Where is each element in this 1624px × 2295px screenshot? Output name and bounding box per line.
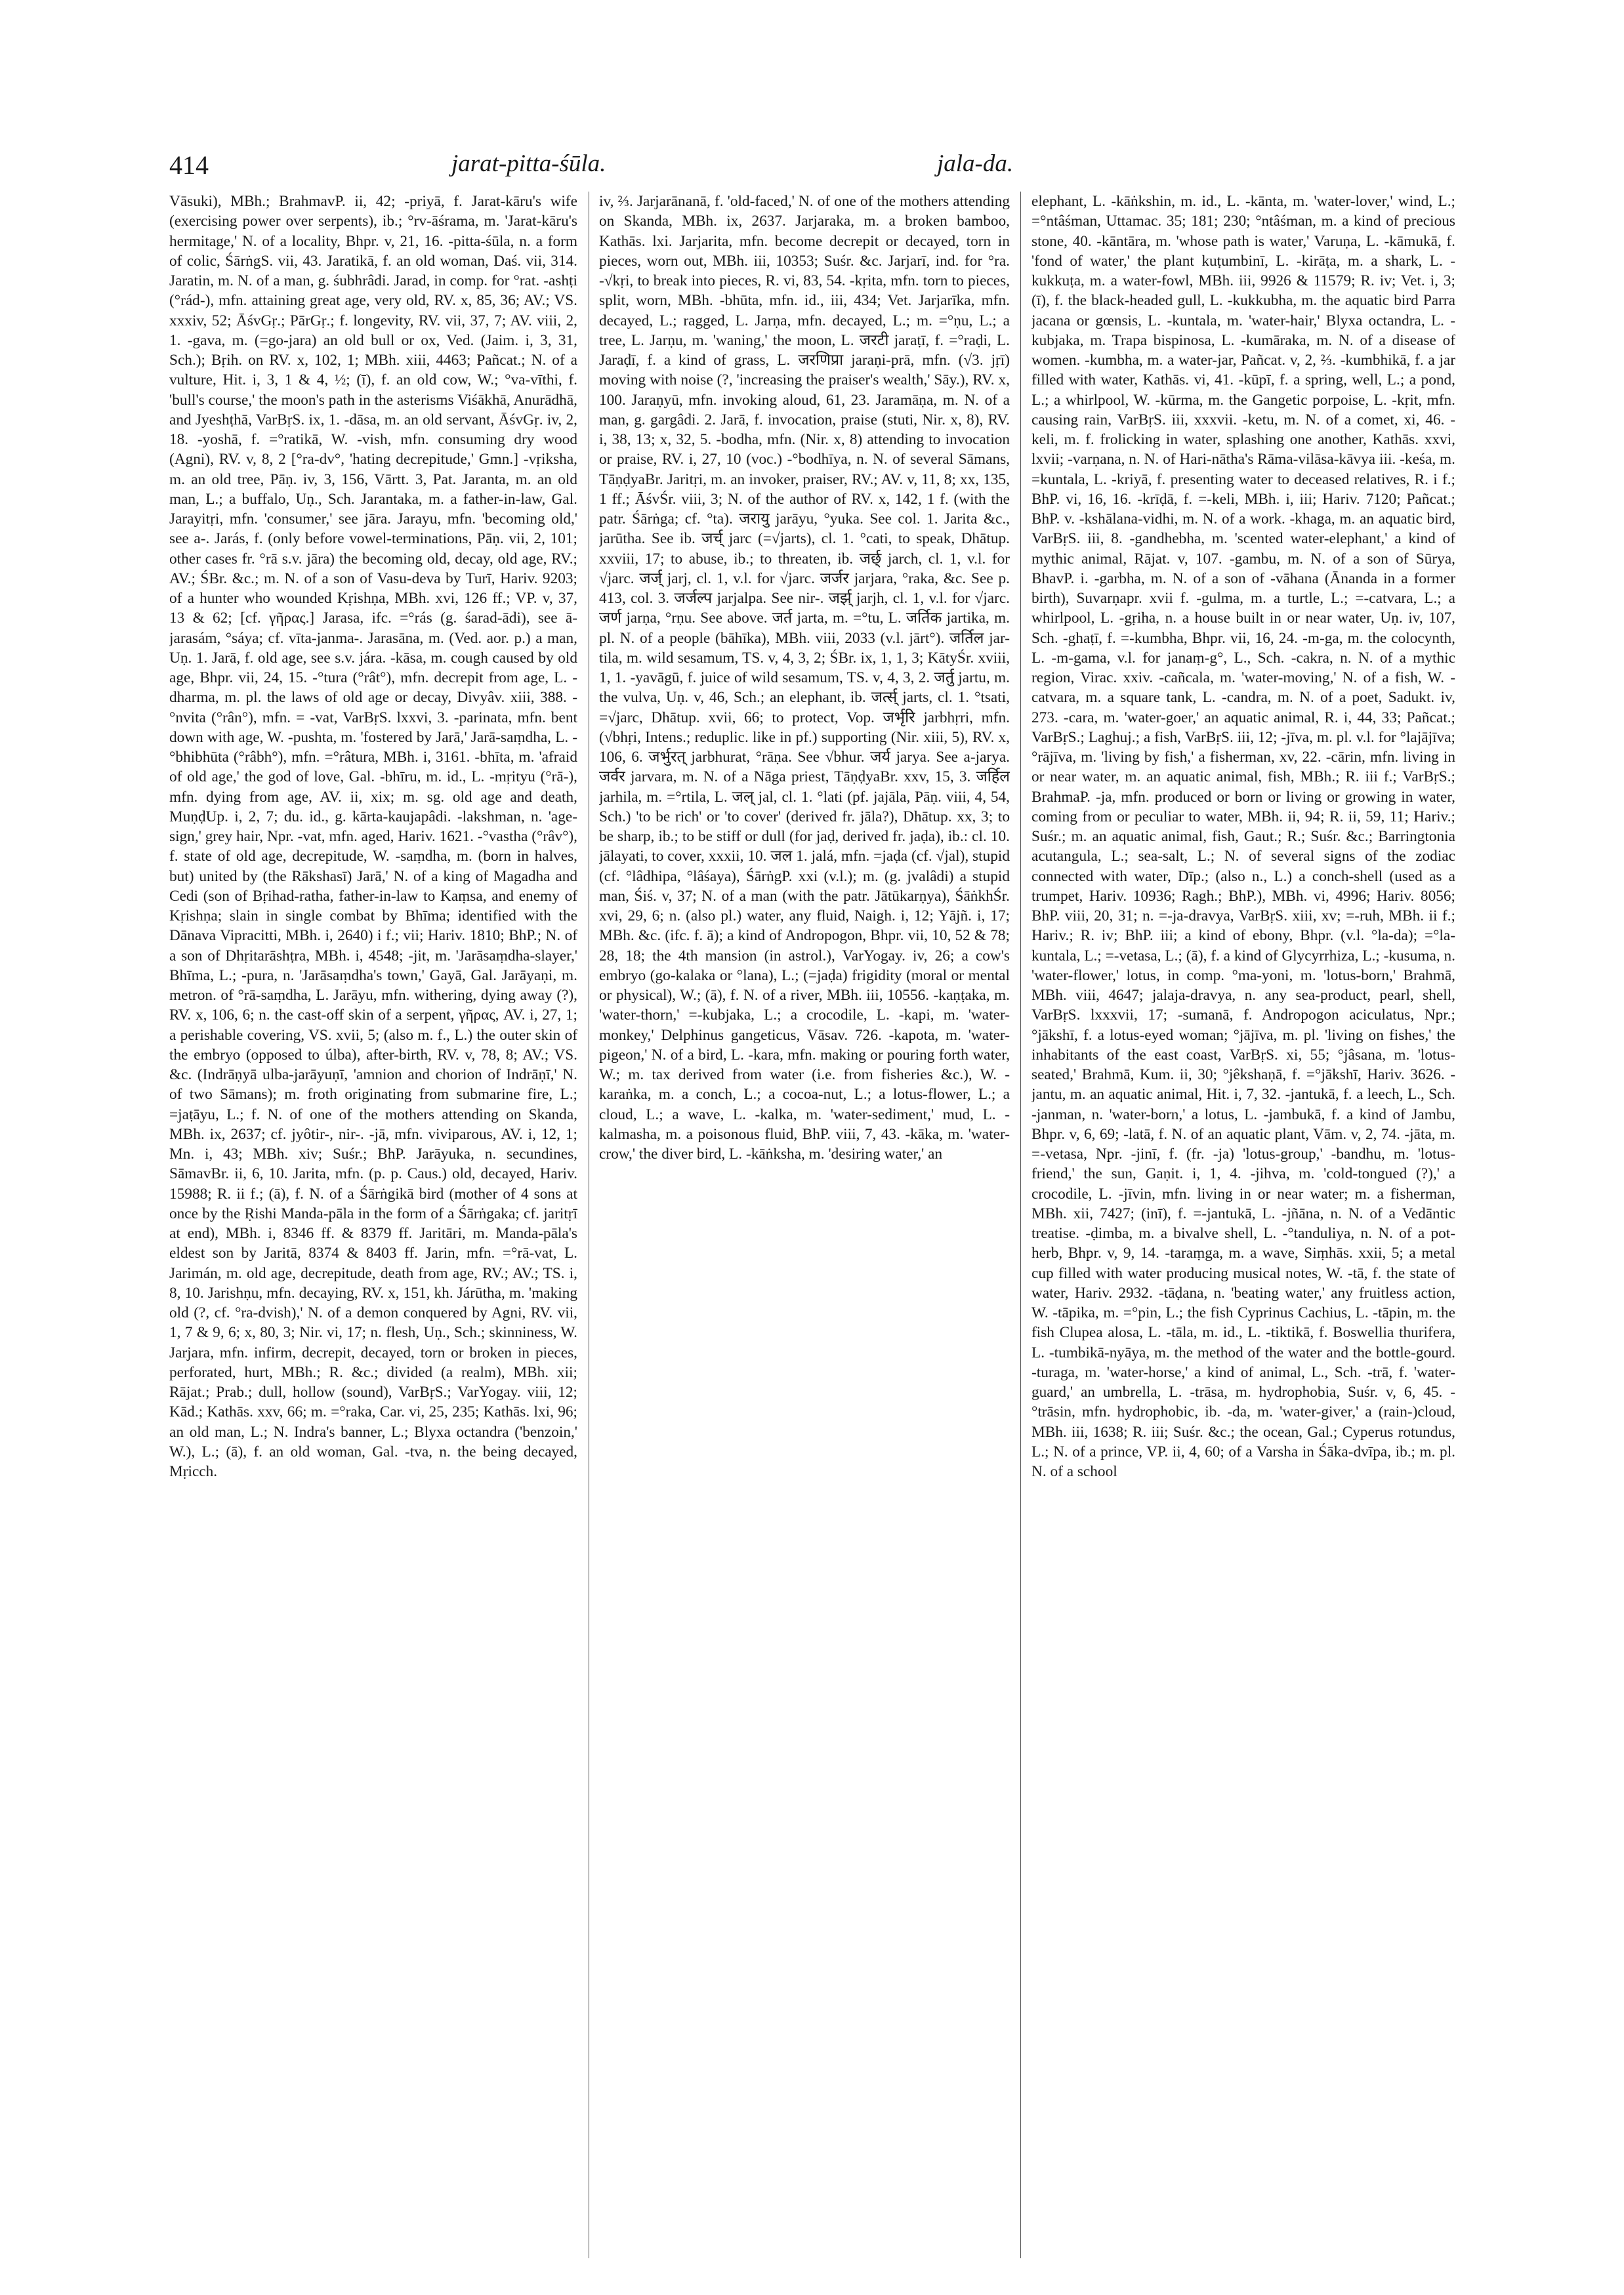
- column-3: [1031, 192, 1455, 2258]
- column-2: [599, 192, 1010, 2258]
- column-3-text: elephant, L. -kāṅkshin, m. id., L. -kānta, m. 'water-lover,' wind, L.; =°ntâśman, Uttamac. 35; 181; 230; °ntâśman, m. a kind of precious stone, 40. -kāntāra, m. 'whose path is water,' Varuṇa, L. -kāmukā, f. 'fond of water,' the plant kuṭumbinī, L. -kirāṭa, m. a shark, L. -kukkuṭa, m. a water-fowl, MBh. iii, 9926 & 11579; R. iv; Vet. i, 3; (ī), f. the black-headed gull, L. -kukkubha, m. the aquatic bird Parra jacana or gœnsis, L. -kuntala, m. 'water-hair,' Blyxa octandra, L. -kubjaka, m. Trapa bispinosa, L. -kumāraka, m. N. of a disease of women. -kumbha, m. a water-jar, Pañcat. v, 2, ⅔. -kumbhikā, f. a jar filled with water, Kathās. vi, 41. -kūpī, f. a spring, well, L.; a pond, L.; a whirlpool, W. -kūrma, m. the Gangetic porpoise, L. -kṛit, mfn. causing rain, VarBṛS. iii, xxxvii. -ketu, m. N. of a comet, xi, 46. -keli, m. f. frolicking in water, splashing one another, Kathās. xxvi, lxvii; -varṇana, n. N. of Hari-nātha's Rāma-vilāsa-kāvya iii. -keśa, m. =kuntala, L. -kriyā, f. presenting water to deceased relatives, R. i f.; BhP. vi, 16, 16. -krīḍā, f. =-keli, MBh. i, iii; Hariv. 7120; Pañcat.; BhP. v. -kshālana-vidhi, m. N. of a work. -khaga, m. an aquatic bird, VarBṛS. iii, 8. -gandhebha, m. 'scented water-elephant,' a kind of mythic animal, Rājat. v, 107. -gambu, m. N. of a son of Sūrya, BhavP. i. -garbha, m. N. of a son of -vāhana (Ānanda in a former birth), Suvarṇapr. xvii f. -gulma, m. a turtle, L.; =-catvara, L.; a whirlpool, L. -gṛiha, n. a house built in or near water, Uṇ. iv, 107, Sch. -ghaṭī, f. =-kumbha, Bhpr. vii, 16, 24. -m-ga, m. the colocynth, L. -m-gama, v.l. for janaṃ-g°, L., Sch. -cakra, n. N. of a mythic region, Virac. xxiv. -cañcala, m. 'water-moving,' N. of a fish, W. -catvara, m. a square tank, L. -candra, m. N. of a poet, Sadukt. iv, 273. -cara, m. 'water-goer,' an aquatic animal, R. i, 44, 33; Pañcat.; VarBṛS.; Laghuj.; a fish, VarBṛS. iii, 12; -jīva, m. pl. v.l. for °lajājīva; °rājīva, m. 'living by fish,' a fisherman, xv, 22. -cārin, mfn. living in or near water, m. an aquatic animal, fish, MBh.; R. iii f.; VarBṛS.; BrahmaP. -ja, mfn. produced or born or living or growing in water, coming from or peculiar to water, MBh. ii, 94; R. ii, 59, 11; Hariv.; Suśr.; m. an aquatic animal, fish, Gaut.; R.; Suśr. &c.; Barringtonia acutangula, L.; sea-salt, L.; N. of several signs of the zodiac connected with water, Dīp.; (also n., L.) a conch-shell (used as a trumpet, Hariv. 10936; Ragh.; BhP.), MBh. vi, 4996; Hariv. 8056; BhP. viii, 20, 31; n. =-ja-dravya, VarBṛS. xiii, xv; =-ruh, MBh. ii f.; Hariv.; R. iv; BhP. iii; a kind of ebony, Bhpr. (v.l. °la-da); =°la-kuntala, L.; =-vetasa, L.; (ā), f. a kind of Glycyrrhiza, L.; -kusuma, n. 'water-flower,' lotus, in comp. °ma-yoni, m. 'lotus-born,' Brahmā, MBh. viii, 4647; jalaja-dravya, n. any sea-product, pearl, shell, VarBṛS. lxxxvii, 17; -sumanā, f. Andropogon aciculatus, Npr.; °jākshī, f. a lotus-eyed woman; °jājīva, m. pl. 'living on fishes,' the inhabitants of the east coast, VarBṛS. xi, 55; °jâsana, m. 'lotus-seated,' Brahmā, Kum. ii, 30; °jêkshaṇā, f. =°jākshī, Hariv. 3626. -jantu, m. an aquatic animal, Hit. i, 7, 32. -jantukā, f. a leech, L., Sch. -janman, n. 'water-born,' a lotus, L. -jambukā, f. a kind of Jambu, Bhpr. v, 6, 69; -latā, f. N. of an aquatic plant, Vām. v, 2, 74. -jāta, m. =-vetasa, Npr. -jinī, f. (fr. -ja) 'lotus-group,' -bandhu, m. 'lotus-friend,' the sun, Gaṇit. i, 1, 4. -jihva, m. 'cold-tongued (?),' a crocodile, L. -jīvin, mfn. living in or near water; m. a fisherman, MBh. xii, 7427; (inī), f. =-jantukā, L. -jñāna, n. N. of a Vedāntic treatise. -ḍimba, m. a bivalve shell, L. -°tanduliya, n. N. of a pot-herb, Bhpr. v, 9, 14. -taraṃga, m. a wave, Siṃhās. xxii, 5; a metal cup filled with water producing musical notes, W. -tā, f. the state of water, Hariv. 2932. -tāḍana, n. 'beating water,' any fruitless action, W. -tāpika, m. =°pin, L.; the fish Cyprinus Cachius, L. -tāpin, m. the fish Clupea alosa, L. -tāla, m. id., L. -tiktikā, f. Boswellia thurifera, L. -tumbikā-nyāya, m. the method of the water and the bottle-gourd. -turaga, m. 'water-horse,' a kind of animal, L., Sch. -trā, f. 'water-guard,' an umbrella, L. -trāsa, m. hydrophobia, Suśr. v, 6, 45. -°trāsin, mfn. hydrophobic, ib. -da, m. 'water-giver,' a (rain-)cloud, MBh. iii, 1638; R. iii; Suśr. &c.; the ocean, Gal.; Cyperus rotundus, L.; N. of a prince, VP. ii, 4, 60; of a Varsha in Śāka-dvīpa, ib.; m. pl. N. of a school: [1031, 193, 1455, 1480]
- page-number: 414: [169, 150, 209, 180]
- column-1-text: Vāsuki), MBh.; BrahmavP. ii, 42; -priyā, f. Jarat-kāru's wife (exercising power over serpents), ib.; °rv-āśrama, m. 'Jarat-kāru's hermitage,' N. of a locality, Bhpr. v, 21, 16. -pitta-śūla, n. a form of colic, ŚārṅgS. vii, 43. Jaratikā, f. an old woman, Daś. vii, 314. Jaratin, m. N. of a man, g. śubhrâdi. Jarad, in comp. for °rat. -ashṭi (°rád-), mfn. attaining great age, very old, RV. x, 85, 36; AV.; VS. xxxiv, 52; ĀśvGṛ.; PārGṛ.; f. longevity, RV. vii, 37, 7; AV. viii, 2, 1. -gava, m. (=go-jara) an old bull or ox, Ved. (Jaim. i, 3, 31, Sch.); Bṛih. on RV. x, 102, 1; MBh. xiii, 4463; Pañcat.; N. of a vulture, Hit. i, 3, 1 & 4, ½; (ī), f. an old cow, W.; °va-vīthi, f. 'bull's course,' the moon's path in the asterisms Viśākhā, Anurādhā, and Jyeshṭhā, VarBṛS. ix, 1. -dāsa, m. an old servant, ĀśvGṛ. iv, 2, 18. -yoshā, f. =°ratikā, W. -vish, mfn. consuming dry wood (Agni), RV. v, 8, 2 [°ra-dv°, 'hating decrepitude,' Gmn.] -vṛiksha, m. an old tree, Pāṇ. iv, 3, 156, Vārtt. 3, Pat. Jaranta, m. an old man, L.; a buffalo, Uṇ., Sch. Jarantaka, m. a father-in-law, Gal. Jarayitṛi, mfn. 'consumer,' see jāra. Jarayu, mfn. 'becoming old,' see a-. Jarás, f. (only before vowel-terminations, Pāṇ. vii, 2, 101; other cases fr. °rā s.v. jāra) the becoming old, decay, old age, RV.; AV.; ŚBr. &c.; m. N. of a son of Vasu-deva by Turī, Hariv. 9203; of a hunter who wounded Kṛishṇa, MBh. xvi, 126 ff.; VP. v, 37, 13 & 62; [cf. γῆρας.] Jarasa, ifc. =°rás (g. śarad-ādi), see ā-jarasám, °sáya; cf. vīta-janma-. Jarasāna, m. (Ved. aor. p.) a man, Uṇ. 1. Jarā, f. old age, see s.v. jára. -kāsa, m. cough caused by old age, Bhpr. vii, 24, 15. -°tura (°rât°), mfn. decrepit from age, L. -dharma, m. pl. the laws of old age or decay, Divyâv. xiii, 388. -°nvita (°rân°), mfn. = -vat, VarBṛS. lxxvi, 3. -parinata, mfn. bent down with age, W. -pushta, m. 'fostered by Jarā,' Jarā-saṃdha, L. -°bhibhūta (°râbh°), mfn. =°râtura, MBh. i, 3161. -bhīta, m. 'afraid of old age,' the god of love, Gal. -bhīru, m. id., L. -mṛityu (°rā-), mfn. dying from age, AV. ii, xix; m. sg. old age and death, MuṇḍUp. i, 2, 7; du. id., g. kārta-kaujapâdi. -lakshman, n. 'age-sign,' grey hair, Npr. -vat, mfn. aged, Hariv. 1621. -°vastha (°râv°), f. state of old age, decrepitude, W. -saṃdha, m. (born in halves, but) united by (the Rākshasī) Jarā,' N. of a king of Magadha and Cedi (son of Bṛihad-ratha, father-in-law to Kaṃsa, and enemy of Kṛishṇa; slain in single combat by Bhīma; identified with the Dānava Vipracitti, MBh. i, 2640) i f.; vii; Hariv. 1810; BhP.; N. of a son of Dhṛitarāshṭra, MBh. i, 4548; -jit, m. 'Jarāsaṃdha-slayer,' Bhīma, L.; -pura, n. 'Jarāsaṃdha's town,' Gayā, Gal. Jarāyaṇi, m. metron. of °rā-saṃdha, L. Jarāyu, mfn. withering, dying away (?), RV. x, 106, 6; n. the cast-off skin of a serpent, γῆρας, AV. i, 27, 1; a perishable covering, VS. xvii, 5; (also m. f., L.) the outer skin of the embryo (opposed to úlba), after-birth, RV. v, 78, 8; AV.; VS. &c. (Indrāṇyā ulba-jarāyuṇī, 'amnion and chorion of Indrāṇī,' N. of two Sāmans); m. froth originating from submarine fire, L.; =jaṭāyu, L.; f. N. of one of the mothers attending on Skanda, MBh. ix, 2637; cf. jyôtir-, nir-. -jā, mfn. viviparous, AV. i, 12, 1; Mn. i, 43; MBh. xiv; Suśr.; BhP. Jarāyuka, n. secundines, SāmavBr. ii, 6, 10. Jarita, mfn. (p. p. Caus.) old, decayed, Hariv. 15988; R. ii f.; (ā), f. N. of a Śārṅgikā bird (mother of 4 sons at once by the Ṛishi Manda-pāla in the form of a Śārṅgaka; cf. jaritṛī at end), MBh. i, 8346 ff. & 8379 ff. Jaritāri, m. Manda-pāla's eldest son by Jaritā, 8374 & 8403 ff. Jarin, mfn. =°rā-vat, L. Jarimán, m. old age, decrepitude, death from age, RV.; AV.; TS. i, 8, 10. Jarishṇu, mfn. decaying, RV. x, 151, kh. Járūtha, m. 'making old (?, cf. °ra-dvish),' N. of a demon conquered by Agni, RV. vii, 1, 7 & 9, 6; x, 80, 3; Nir. vi, 17; n. flesh, Uṇ., Sch.; skinniness, W. Jarjara, mfn. infirm, decrepit, decayed, torn or broken in pieces, perforated, hurt, MBh.; R. &c.; divided (a realm), MBh. xii; Rājat.; Prab.; dull, hollow (sound), VarBṛS.; VarYogay. viii, 12; Kād.; Kathās. xxv, 66; m. =°raka, Car. vi, 25, 235; Kathās. lxi, 96; an old man, L.; N. Indra's banner, L.; Blyxa octandra ('benzoin,' W.), L.; (ā), f. an old woman, Gal. -tva, n. the being decayed, Mṛicch.: [169, 193, 577, 1480]
- column-2-text: iv, ⅔. Jarjarānanā, f. 'old-faced,' N. of one of the mothers attending on Skanda, MBh. ix, 2637. Jarjaraka, m. a broken bamboo, Kathās. lxi. Jarjarita, mfn. become decrepit or decayed, torn in pieces, worn out, MBh. iii, 10353; Suśr. &c. Jarjarī, ind. for °ra. -√kṛi, to break into pieces, R. vi, 83, 54. -kṛita, mfn. torn to pieces, split, worn, MBh. -bhūta, mfn. id., iii, 434; Vet. Jarjarīka, mfn. decayed, L.; ragged, L. Jarṇa, mfn. decayed, L.; m. =°ṇu, L.; a tree, L. Jarṇu, m. 'waning,' the moon, L. जरटी jaraṭī, f. =°raḍi, L. Jaraḍī, f. a kind of grass, L. जरणिप्रा jaraṇi-prā, mfn. (√3. jṛī) moving with noise (?, 'increasing the praiser's wealth,' Sāy.), RV. x, 100. Jaraṇyū, mfn. invoking aloud, 61, 23. Jaramāṇa, m. N. of a man, g. gargâdi. 2. Jarā, f. invocation, praise (stuti, Nir. x, 8), RV. i, 38, 13; x, 32, 5. -bodha, mfn. (Nir. x, 8) attending to invocation or praise, RV. i, 27, 10 (voc.) -°bodhīya, n. N. of several Sāmans, TāṇḍyaBr. Jaritṛi, m. an invoker, praiser, RV.; AV. v, 11, 8; xx, 135, 1 ff.; ĀśvŚr. viii, 3; N. of the author of RV. x, 142, 1 f. (with the patr. Śārṅga; cf. °ta). जरायु jarāyu, °yuka. See col. 1. Jarita &c., jarūtha. See ib. जर्च् jarc (=√jarts), cl. 1. °cati, to speak, Dhātup. xxviii, 17; to abuse, ib.; to threaten, ib. जर्छ् jarch, cl. 1, v.l. for √jarc. जर्ज् jarj, cl. 1, v.l. for √jarc. जर्जर jarjara, °raka, &c. See p. 413, col. 3. जर्जल्प jarjalpa. See nir-. जर्झ् jarjh, cl. 1, v.l. for √jarc. जर्ण jarṇa, °rṇu. See above. जर्त jarta, m. =°tu, L. जर्तिक jartika, m. pl. N. of a people (bāhīka), MBh. viii, 2033 (v.l. jārt°). जर्तिल jar-tila, m. wild sesamum, TS. v, 4, 3, 2; ŚBr. ix, 1, 1, 3; KātyŚr. xviii, 1, 1. -yavāgū, f. juice of wild sesamum, TS. v, 4, 3, 2. जर्तु jartu, m. the vulva, Uṇ. v, 46, Sch.; an elephant, ib. जर्त्स् jarts, cl. 1. °tsati, =√jarc, Dhātup. xvii, 66; to protect, Vop. जर्भृरि jarbhṛri, mfn. (√bhṛi, Intens.; reduplic. like in pf.) supporting (Nir. xiii, 5), RV. x, 106, 6. जर्भुरत् jarbhurat, °rāṇa. See √bhur. जर्य jarya. See a-jarya. जर्वर jarvara, m. N. of a Nāga priest, TāṇḍyaBr. xxv, 15, 3. जर्हिल jarhila, m. =°rtila, L. जल् jal, cl. 1. °lati (pf. jajāla, Pāṇ. viii, 4, 54, Sch.) 'to be rich' or 'to cover' (derived fr. jāla?), Dhātup. xx, 3; to be sharp, ib.; to be stiff or dull (for jaḍ, derived fr. jaḍa), ib.: cl. 10. jālayati, to cover, xxxii, 10. जल 1. jalá, mfn. =jaḍa (cf. √jal), stupid (cf. °lâdhipa, °lâśaya), ŚārṅgP. xxi (v.l.); m. (g. jvalâdi) a stupid man, Śiś. v, 37; N. of a man (with the patr. Jātūkarṇya), ŚāṅkhŚr. xvi, 29, 6; n. (also pl.) water, any fluid, Naigh. i, 12; Yājñ. i, 17; MBh. &c. (ifc. f. ā); a kind of Andropogon, Bhpr. vii, 10, 52 & 78; 28, 18; the 4th mansion (in astrol.), VarYogay. iv, 26; a cow's embryo (go-kalaka or °lana), L.; (=jaḍa) frigidity (moral or mental or physical), W.; (ā), f. N. of a river, MBh. iii, 10556. -kaṇṭaka, m. 'water-thorn,' =-kubjaka, L.; a crocodile, L. -kapi, m. 'water-monkey,' Delphinus gangeticus, Vāsav. 726. -kapota, m. 'water-pigeon,' N. of a bird, L. -kara, mfn. making or pouring forth water, W.; m. tax derived from water (i.e. from fisheries &c.), W. -karaṅka, m. a conch, L.; a cocoa-nut, L.; a lotus-flower, L.; a cloud, L.; a wave, L. -kalka, m. 'water-sediment,' mud, L. -kalmasha, m. a poisonous fluid, BhP. viii, 7, 43. -kāka, m. 'water-crow,' the diver bird, L. -kāṅksha, m. 'desiring water,' an: [599, 193, 1010, 1163]
- right-guide-word: jala-da.: [937, 150, 1014, 177]
- running-header: [169, 146, 1455, 185]
- text-columns: [169, 192, 1455, 2258]
- column-divider: [1020, 192, 1021, 2258]
- left-guide-word: jarat-pitta-śūla.: [451, 150, 606, 177]
- column-1: [169, 192, 577, 2258]
